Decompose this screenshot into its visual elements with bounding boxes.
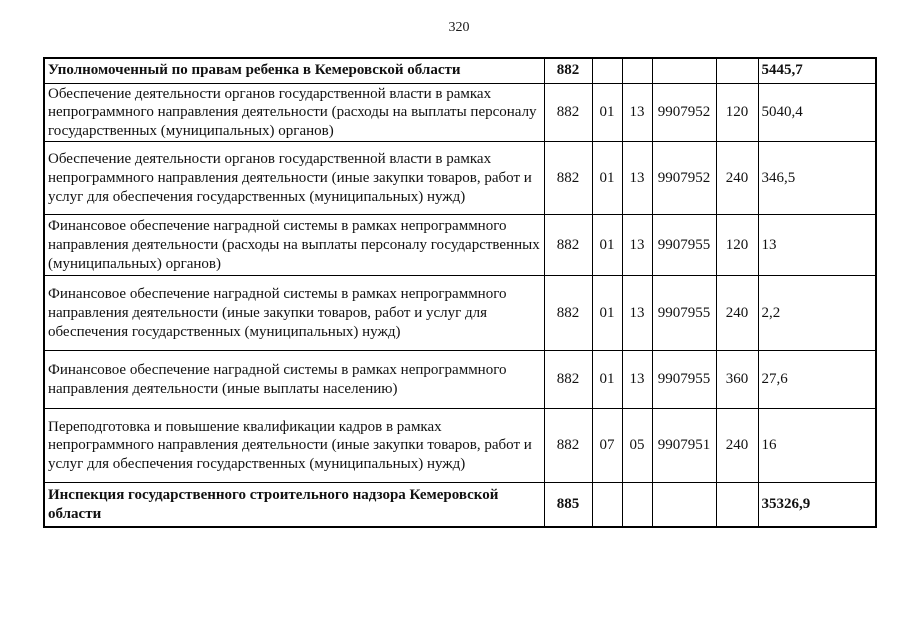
grbs-code-cell: 882 <box>544 351 592 409</box>
section-code-cell <box>592 483 622 527</box>
grbs-code-cell: 882 <box>544 409 592 483</box>
vr-code-cell: 240 <box>716 142 758 215</box>
table-row <box>44 83 876 142</box>
amount-cell: 5040,4 <box>758 83 876 142</box>
vr-code-cell: 120 <box>716 83 758 142</box>
expense-name-cell: Финансовое обеспечение наградной системы в рамках непрограммного направления деятельности (иные закупки товаров, работ и услуг для обеспечения государственных (муниципальных) нужд) <box>44 276 544 351</box>
section-code-cell: 01 <box>592 142 622 215</box>
subsection-code-cell: 13 <box>622 351 652 409</box>
amount-cell: 27,6 <box>758 351 876 409</box>
csr-code-cell: 9907951 <box>652 409 716 483</box>
csr-code-cell: 9907955 <box>652 276 716 351</box>
subsection-code-cell <box>622 483 652 527</box>
grbs-code-cell: 882 <box>544 83 592 142</box>
csr-code-cell: 9907955 <box>652 215 716 276</box>
expense-name-cell: Обеспечение деятельности органов государственной власти в рамках непрограммного направления деятельности (иные закупки товаров, работ и услуг для обеспечения государственных (муниципальных) нужд) <box>44 142 544 215</box>
page-number: 320 <box>448 20 470 35</box>
subsection-code-cell: 13 <box>622 215 652 276</box>
table-row <box>44 409 876 483</box>
subsection-code-cell: 13 <box>622 83 652 142</box>
expense-name-cell: Инспекция государственного строительного надзора Кемеровской области <box>44 483 544 527</box>
amount-cell: 2,2 <box>758 276 876 351</box>
amount-cell: 5445,7 <box>758 58 876 83</box>
grbs-code-cell: 882 <box>544 276 592 351</box>
csr-code-cell: 9907955 <box>652 351 716 409</box>
grbs-code-cell: 882 <box>544 58 592 83</box>
csr-code-cell <box>652 483 716 527</box>
expense-name-cell: Финансовое обеспечение наградной системы в рамках непрограммного направления деятельности (расходы на выплаты персоналу государственных (муниципальных) органов) <box>44 215 544 276</box>
expense-name-cell: Финансовое обеспечение наградной системы в рамках непрограммного направления деятельности (иные выплаты населению) <box>44 351 544 409</box>
amount-cell: 16 <box>758 409 876 483</box>
amount-cell: 346,5 <box>758 142 876 215</box>
section-code-cell <box>592 58 622 83</box>
expense-name-cell: Уполномоченный по правам ребенка в Кемеровской области <box>44 58 544 83</box>
table-row <box>44 142 876 215</box>
subsection-code-cell: 13 <box>622 142 652 215</box>
vr-code-cell: 360 <box>716 351 758 409</box>
vr-code-cell <box>716 483 758 527</box>
vr-code-cell <box>716 58 758 83</box>
amount-cell: 35326,9 <box>758 483 876 527</box>
subsection-code-cell: 05 <box>622 409 652 483</box>
csr-code-cell: 9907952 <box>652 142 716 215</box>
amount-cell: 13 <box>758 215 876 276</box>
table-row <box>44 351 876 409</box>
budget-expense-table <box>43 57 877 528</box>
section-code-cell: 01 <box>592 351 622 409</box>
grbs-code-cell: 885 <box>544 483 592 527</box>
vr-code-cell: 240 <box>716 409 758 483</box>
csr-code-cell: 9907952 <box>652 83 716 142</box>
csr-code-cell <box>652 58 716 83</box>
section-code-cell: 07 <box>592 409 622 483</box>
table-row <box>44 58 876 83</box>
vr-code-cell: 120 <box>716 215 758 276</box>
grbs-code-cell: 882 <box>544 215 592 276</box>
grbs-code-cell: 882 <box>544 142 592 215</box>
expense-name-cell: Обеспечение деятельности органов государственной власти в рамках непрограммного направления деятельности (расходы на выплаты персоналу государственных (муниципальных) органов) <box>44 83 544 142</box>
table-row <box>44 483 876 527</box>
section-code-cell: 01 <box>592 83 622 142</box>
table-row <box>44 276 876 351</box>
table-row <box>44 215 876 276</box>
subsection-code-cell <box>622 58 652 83</box>
expense-name-cell: Переподготовка и повышение квалификации кадров в рамках непрограммного направления деятельности (иные закупки товаров, работ и услуг для обеспечения государственных (муниципальных) нужд) <box>44 409 544 483</box>
subsection-code-cell: 13 <box>622 276 652 351</box>
section-code-cell: 01 <box>592 276 622 351</box>
vr-code-cell: 240 <box>716 276 758 351</box>
section-code-cell: 01 <box>592 215 622 276</box>
